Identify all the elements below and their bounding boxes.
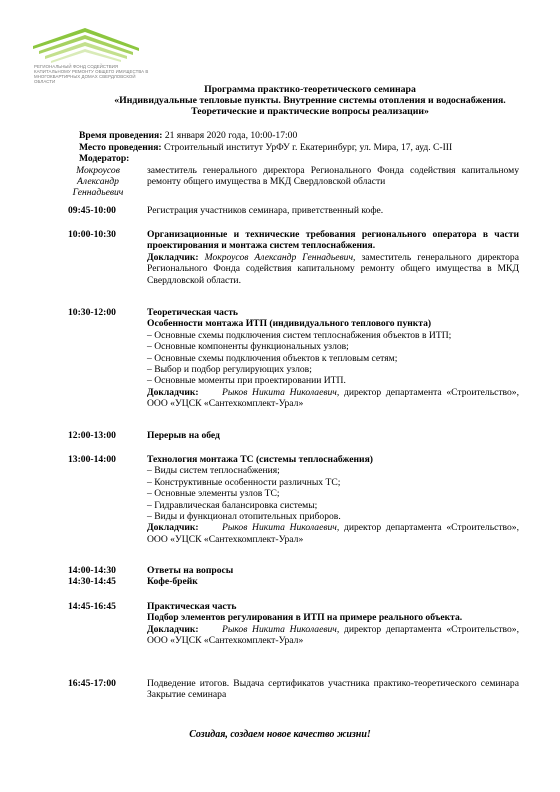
list-item: – Выбор и подбор регулирующих узлов; <box>147 364 312 376</box>
slot-speaker <box>147 252 519 286</box>
speaker-name: Мокроусов Александр Геннадьевич, <box>204 251 356 263</box>
speaker-description: директор департамента «Строительство», ООО «УЦСК «Сантехкомплект-Урал» <box>147 522 519 545</box>
slot-questions <box>147 565 519 576</box>
title-line-2: «Индивидуальные тепловые пункты. Внутренние системы отопления и водоснабжения. <box>114 95 506 107</box>
moderator-first-name: Александр <box>77 176 119 187</box>
moderator-label: Модератор: <box>79 153 130 165</box>
speaker-label: Докладчик: <box>147 623 199 635</box>
slot-time: 10:30-12:00 <box>68 307 116 318</box>
slot-text: Подведение итогов. Выдача сертификатов участника практико-теоретического семинара Закрытие семинара <box>147 678 519 701</box>
list-item: – Основные компоненты функциональных узлов; <box>147 341 349 353</box>
list-item: – Основные схемы подключения объектов к тепловым сетям; <box>147 352 398 364</box>
speaker-name: Рыков Никита Николаевич, <box>221 386 340 398</box>
slot-time: 10:00-10:30 <box>68 229 116 240</box>
speaker-label: Докладчик: <box>147 522 199 534</box>
event-place-value: Строительный институт УрФУ г. Екатеринбург, ул. Мира, 17, ауд. С-III <box>164 141 453 153</box>
slot-time: 14:00-14:30 <box>68 565 116 576</box>
slot-heating-technology <box>147 454 519 545</box>
speaker-label: Докладчик: <box>147 386 199 398</box>
slot-time: 14:30-14:45 <box>68 576 116 587</box>
slot-subheading: Особенности монтажа ИТП (индивидуального теплового пункта) <box>147 318 432 330</box>
slot-heading: Перерыв на обед <box>147 430 220 441</box>
title-line-1: Программа практико-теоретического семинара <box>204 84 416 95</box>
slot-closing <box>147 678 519 701</box>
event-info <box>79 130 519 165</box>
list-item: – Основные моменты при проектировании ИТП. <box>147 375 346 387</box>
speaker-description: директор департамента «Строительство», ООО «УЦСК «Сантехкомплект-Урал» <box>147 623 519 647</box>
title-line-3: Теоретические и практические вопросы реализации» <box>191 106 429 118</box>
speaker-description: заместитель генерального директора Регионального Фонда содействия капитальному ремонту общего имущества в МКД Свердловской области. <box>147 251 519 286</box>
logo-text: РЕГИОНАЛЬНЫЙ ФОНД СОДЕЙСТВИЯ КАПИТАЛЬНОМУ РЕМОНТУ ОБЩЕГО ИМУЩЕСТВА В МНОГОКВАРТИРНЫХ ДОМАХ СВЕРДЛОВСКОЙ ОБЛАСТИ <box>34 64 149 84</box>
program-title <box>60 84 560 118</box>
logo-roof-icon <box>27 24 147 64</box>
speaker-label: Докладчик: <box>147 251 199 263</box>
moderator-surname: Мокроусов <box>76 165 120 176</box>
slot-time: 14:45-16:45 <box>68 601 116 612</box>
slot-coffee-break <box>147 576 519 587</box>
event-place-label: Место проведения: <box>79 141 162 153</box>
slot-heading: Технология монтажа ТС (системы теплоснабжения) <box>147 454 373 465</box>
motto: Созидая, создаем новое качество жизни! <box>189 729 371 740</box>
event-time-row <box>79 130 519 142</box>
moderator-row <box>79 153 519 165</box>
slot-theory <box>147 307 519 410</box>
event-place-row <box>79 142 519 154</box>
slot-heading: Практическая часть <box>147 601 237 612</box>
slot-practice <box>147 601 519 647</box>
moderator-patronymic: Геннадьевич <box>72 187 124 198</box>
list-item: – Основные схемы подключения систем теплоснабжения объектов в ИТП; <box>147 329 452 341</box>
moderator-name <box>64 165 132 198</box>
organization-logo <box>27 24 147 84</box>
list-item: – Виды систем теплоснабжения; <box>147 465 280 477</box>
slot-speaker <box>147 624 519 647</box>
slot-text: Регистрация участников семинара, приветственный кофе. <box>147 205 384 216</box>
slot-heading: Теоретическая часть <box>147 307 238 318</box>
speaker-name: Рыков Никита Николаевич, <box>221 522 340 534</box>
slot-registration <box>147 205 519 216</box>
slot-requirements <box>147 229 519 286</box>
slot-heading: Организационные и технические требования регионального оператора в части проектирования и монтажа систем теплоснабжения. <box>147 229 519 252</box>
list-item: – Основные элементы узлов ТС; <box>147 488 280 500</box>
slot-time: 13:00-14:00 <box>68 454 116 465</box>
event-time-value: 21 января 2020 года, 10:00-17:00 <box>164 130 298 141</box>
slot-time: 09:45-10:00 <box>68 205 116 216</box>
list-item: – Гидравлическая балансировка системы; <box>147 499 318 511</box>
list-item: – Конструктивные особенности различных ТС; <box>147 476 341 488</box>
list-item: – Виды и функционал отопительных приборов. <box>147 511 341 523</box>
slot-speaker <box>147 522 519 545</box>
speaker-description: директор департамента «Строительство», ООО «УЦСК «Сантехкомплект-Урал» <box>147 386 519 410</box>
speaker-name: Рыков Никита Николаевич, <box>221 623 340 635</box>
event-time-label: Время проведения: <box>79 130 163 141</box>
slot-heading: Кофе-брейк <box>147 576 198 587</box>
slot-speaker <box>147 387 519 410</box>
slot-heading: Ответы на вопросы <box>147 565 234 576</box>
slot-subheading: Подбор элементов регулирования в ИТП на примере реального объекта. <box>147 612 463 624</box>
slot-time: 12:00-13:00 <box>68 430 116 441</box>
slot-lunch <box>147 430 519 441</box>
slot-time: 16:45-17:00 <box>68 678 116 689</box>
moderator-description: заместитель генерального директора Регионального Фонда содействия капитальному ремонту общего имущества в МКД Свердловской области <box>147 165 519 188</box>
